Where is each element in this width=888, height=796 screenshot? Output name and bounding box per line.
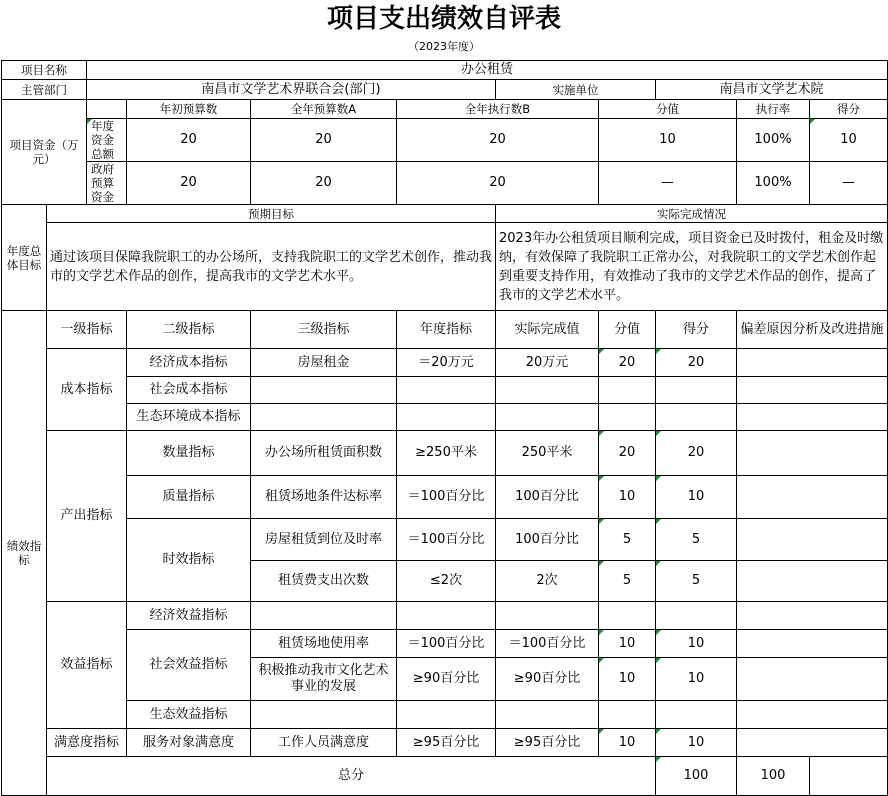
header-l1: 一级指标	[47, 311, 127, 349]
empty-cell	[251, 602, 397, 630]
deviation-cell	[737, 431, 888, 476]
funds-cell: 20	[251, 162, 397, 205]
deviation-cell	[737, 630, 888, 658]
score: 20	[656, 431, 737, 476]
empty-cell	[656, 701, 737, 729]
deviation-cell	[737, 476, 888, 519]
empty-cell	[397, 404, 496, 431]
l2-timeliness: 时效指标	[127, 519, 251, 602]
l2-quantity: 数量指标	[127, 431, 251, 476]
funds-row-name: 年度资金总额	[87, 119, 127, 162]
funds-total-row	[2, 119, 888, 162]
l2-social-cost: 社会成本指标	[127, 377, 251, 404]
empty-cell	[599, 701, 656, 729]
l3-name: 办公场所租赁面积数	[251, 431, 397, 476]
dept-label: 主管部门	[2, 80, 87, 100]
project-name-label: 项目名称	[2, 61, 87, 80]
header-l2: 二级指标	[127, 311, 251, 349]
funds-cell: 20	[127, 162, 251, 205]
goals-label: 年度总体目标	[2, 205, 47, 311]
score-value: 10	[599, 658, 656, 701]
l3-name: 租赁场地使用率	[251, 630, 397, 658]
funds-gov-row	[2, 162, 888, 205]
l3-name: 房屋租赁到位及时率	[251, 519, 397, 561]
l1-output: 产出指标	[47, 431, 127, 602]
empty-cell	[397, 602, 496, 630]
indicator-row	[2, 476, 888, 519]
funds-header-row	[2, 100, 888, 119]
empty-cell	[737, 377, 888, 404]
indicator-row	[2, 404, 888, 431]
funds-cell: 100%	[737, 119, 810, 162]
performance-indicators-label: 绩效指标	[2, 311, 47, 796]
l2-service-satisfaction: 服务对象满意度	[127, 729, 251, 757]
l3-name: 工作人员满意度	[251, 729, 397, 757]
funds-row-name: 政府预算资金	[87, 162, 127, 205]
empty-cell	[496, 404, 599, 431]
l3-name: 房屋租金	[251, 349, 397, 377]
total-row	[2, 757, 888, 796]
funds-cell: 100%	[737, 162, 810, 205]
actual-value: 100百分比	[496, 476, 599, 519]
funds-label: 项目资金（万元）	[2, 100, 87, 205]
year-subtitle: （2023年度）	[408, 40, 480, 53]
funds-cell: —	[599, 162, 737, 205]
score-value: 5	[599, 519, 656, 561]
empty-cell	[397, 701, 496, 729]
score: 5	[656, 561, 737, 602]
funds-cell: 10	[599, 119, 737, 162]
target-value: ≥250平米	[397, 431, 496, 476]
l3-name: 租赁费支出次数	[251, 561, 397, 602]
funds-cell: 10	[810, 119, 888, 162]
score-value: 10	[599, 729, 656, 757]
l3-name: 租赁场地条件达标率	[251, 476, 397, 519]
empty-cell	[397, 377, 496, 404]
target-value: ＝100百分比	[397, 519, 496, 561]
deviation-cell	[737, 519, 888, 561]
indicator-row	[2, 729, 888, 757]
indicator-row	[2, 431, 888, 476]
funds-header: 执行率	[737, 100, 810, 119]
actual-value: ≥95百分比	[496, 729, 599, 757]
funds-cell: 20	[127, 119, 251, 162]
l2-eco-env-cost: 生态环境成本指标	[127, 404, 251, 431]
funds-corner-cell	[87, 100, 127, 119]
empty-cell	[496, 701, 599, 729]
impl-value: 南昌市文学艺术院	[656, 80, 888, 100]
score: 10	[656, 630, 737, 658]
funds-header: 全年执行数B	[397, 100, 599, 119]
header-target: 年度指标	[397, 311, 496, 349]
header-score-value: 分值	[599, 311, 656, 349]
empty-cell	[599, 377, 656, 404]
total-score: 100	[737, 757, 810, 796]
target-value: ＝100百分比	[397, 630, 496, 658]
l1-benefit: 效益指标	[47, 602, 127, 729]
project-name-value: 办公租赁	[87, 61, 888, 80]
empty-cell	[737, 602, 888, 630]
indicator-row	[2, 602, 888, 630]
deviation-cell	[737, 561, 888, 602]
target-value: ＝100百分比	[397, 476, 496, 519]
l1-cost: 成本指标	[47, 349, 127, 431]
header-score: 得分	[656, 311, 737, 349]
impl-label: 实施单位	[496, 80, 656, 100]
empty-cell	[599, 602, 656, 630]
score-value: 10	[599, 476, 656, 519]
department-row	[2, 80, 888, 100]
total-label: 总分	[47, 757, 656, 796]
indicator-row	[2, 701, 888, 729]
empty-cell	[251, 377, 397, 404]
actual-value: 250平米	[496, 431, 599, 476]
empty-cell	[737, 404, 888, 431]
l2-social-benefit: 社会效益指标	[127, 630, 251, 701]
indicator-header-row	[2, 311, 888, 349]
score: 10	[656, 658, 737, 701]
actual-completion-text: 2023年办公租赁项目顺利完成，项目资金已及时拨付，租金及时缴纳，有效保障了我院职工正常办公，对我院职工的文学艺术创作起到重要支持作用，有效推动了我市的文学艺术作品的创作，提高了我市的文学艺术水平。	[496, 223, 888, 311]
total-deviation-cell	[810, 757, 888, 796]
header-actual: 实际完成值	[496, 311, 599, 349]
indicator-row	[2, 349, 888, 377]
actual-value: 20万元	[496, 349, 599, 377]
indicator-row	[2, 377, 888, 404]
target-value: ≤2次	[397, 561, 496, 602]
score: 10	[656, 729, 737, 757]
l3-name: 积极推动我市文化艺术事业的发展	[251, 658, 397, 701]
funds-header: 全年预算数A	[251, 100, 397, 119]
page-title: 项目支出绩效自评表	[326, 4, 561, 34]
l2-economic-cost: 经济成本指标	[127, 349, 251, 377]
goals-header-row	[2, 205, 888, 223]
header-deviation: 偏差原因分析及改进措施	[737, 311, 888, 349]
actual-completion-header: 实际完成情况	[496, 205, 888, 223]
l2-ecological-benefit: 生态效益指标	[127, 701, 251, 729]
expected-goal-text: 通过该项目保障我院职工的办公场所，支持我院职工的文学艺术创作，推动我市的文学艺术作品的创作，提高我市的文学艺术水平。	[47, 223, 496, 311]
total-value: 100	[656, 757, 737, 796]
dept-value: 南昌市文学艺术界联合会(部门)	[87, 80, 496, 100]
funds-header: 得分	[810, 100, 888, 119]
empty-cell	[656, 377, 737, 404]
actual-value: ≥90百分比	[496, 658, 599, 701]
funds-cell: 20	[251, 119, 397, 162]
empty-cell	[251, 701, 397, 729]
header-l3: 三级指标	[251, 311, 397, 349]
indicator-row	[2, 630, 888, 658]
deviation-cell	[737, 658, 888, 701]
empty-cell	[496, 602, 599, 630]
actual-value: ＝100百分比	[496, 630, 599, 658]
l1-satisfaction: 满意度指标	[47, 729, 127, 757]
goals-content-row	[2, 223, 888, 311]
funds-cell: —	[810, 162, 888, 205]
score: 20	[656, 349, 737, 377]
empty-cell	[251, 404, 397, 431]
indicator-row	[2, 519, 888, 561]
empty-cell	[656, 404, 737, 431]
empty-cell	[496, 377, 599, 404]
empty-cell	[599, 404, 656, 431]
score: 10	[656, 476, 737, 519]
empty-cell	[737, 701, 888, 729]
funds-header: 年初预算数	[127, 100, 251, 119]
target-value: ≥95百分比	[397, 729, 496, 757]
deviation-cell	[737, 729, 888, 757]
deviation-cell	[737, 349, 888, 377]
empty-cell	[656, 602, 737, 630]
funds-cell: 20	[397, 162, 599, 205]
funds-cell: 20	[397, 119, 599, 162]
score-value: 20	[599, 431, 656, 476]
expected-goal-header: 预期目标	[47, 205, 496, 223]
self-evaluation-table	[1, 60, 888, 796]
l2-quality: 质量指标	[127, 476, 251, 519]
target-value: ＝20万元	[397, 349, 496, 377]
actual-value: 2次	[496, 561, 599, 602]
l2-economic-benefit: 经济效益指标	[127, 602, 251, 630]
score: 5	[656, 519, 737, 561]
actual-value: 100百分比	[496, 519, 599, 561]
project-name-row	[2, 61, 888, 80]
score-value: 20	[599, 349, 656, 377]
score-value: 10	[599, 630, 656, 658]
score-value: 5	[599, 561, 656, 602]
target-value: ≥90百分比	[397, 658, 496, 701]
funds-header: 分值	[599, 100, 737, 119]
